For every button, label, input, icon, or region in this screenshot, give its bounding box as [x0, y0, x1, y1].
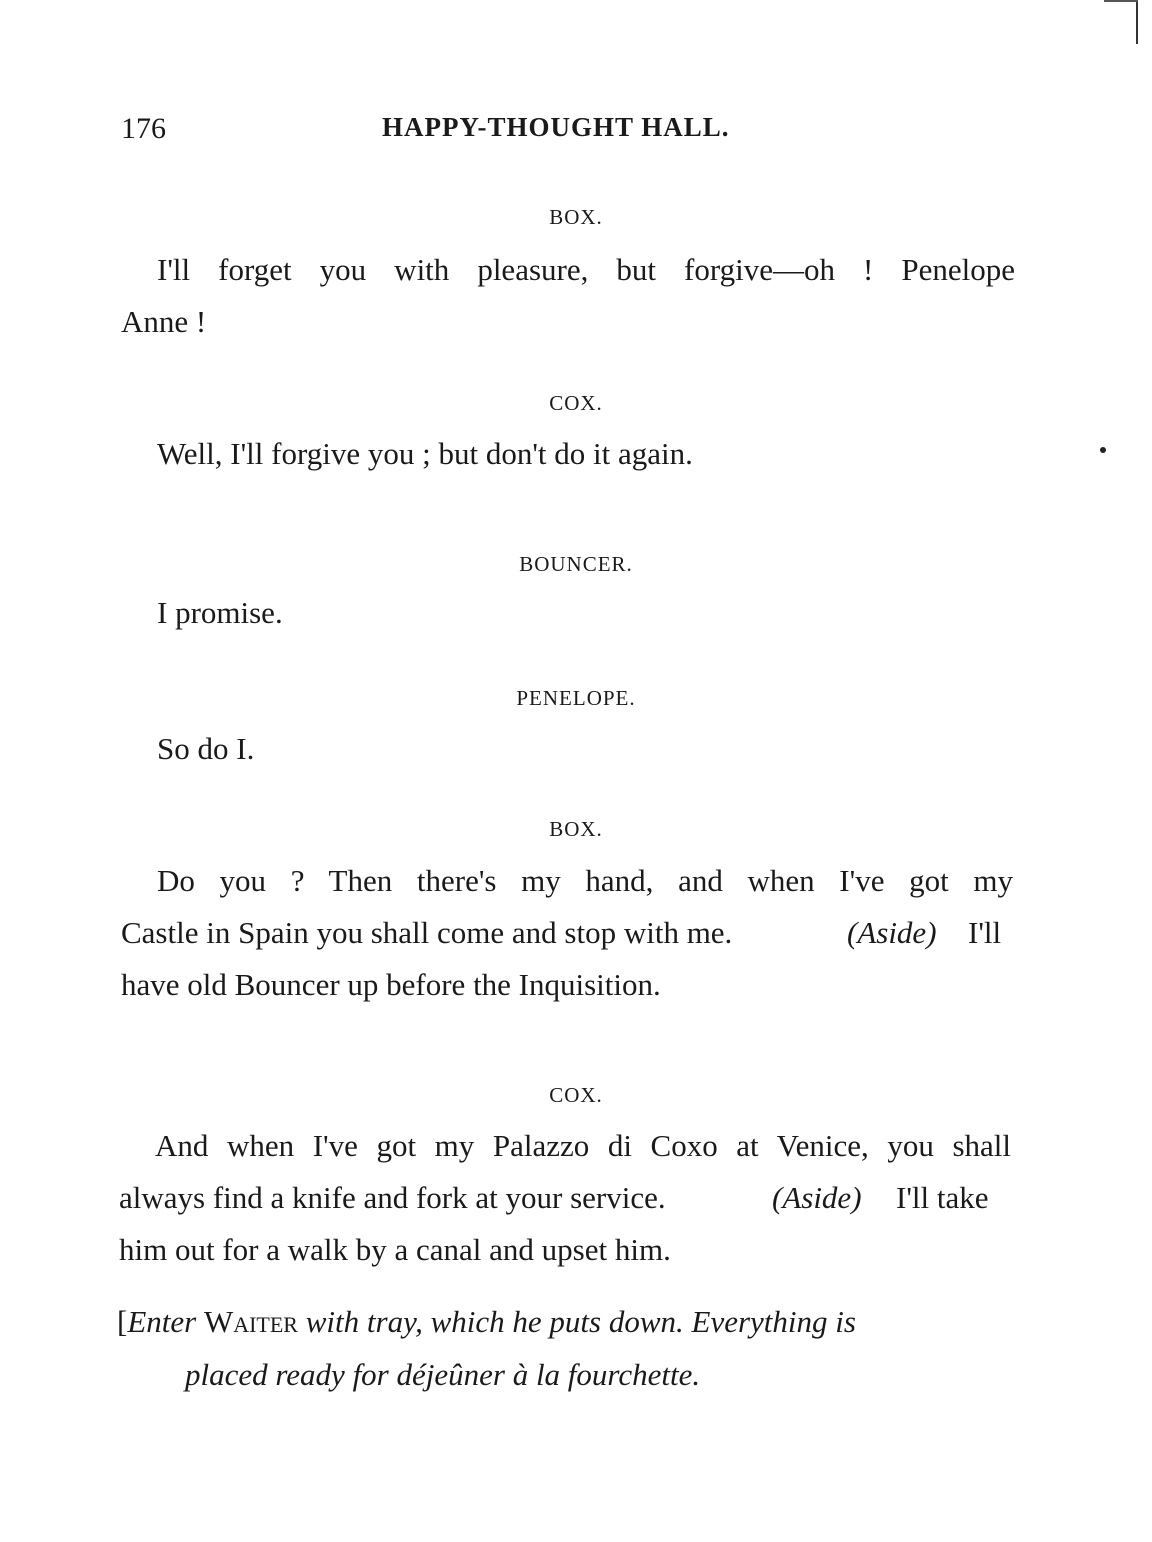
speech-line: I'll forget you with pleasure, but forgive—oh ! Penelope — [157, 252, 1015, 287]
page-edge-mark-top — [1104, 0, 1138, 2]
speech-line: Well, I'll forgive you ; but don't do it again. — [157, 436, 693, 471]
speaker-label: COX. — [549, 391, 603, 415]
speech-line: Anne ! — [121, 304, 207, 339]
stage-direction-text: with tray, which he puts down. Everything is — [305, 1304, 856, 1339]
speaker-label: PENELOPE. — [516, 686, 636, 710]
page-edge-mark — [1136, 0, 1138, 44]
speech-line: Do you ? Then there's my hand, and when I've got my — [157, 863, 1013, 898]
aside-direction: (Aside) — [847, 915, 937, 950]
stage-direction-enter: Enter — [127, 1304, 197, 1339]
speech-line: And when I've got my Palazzo di Coxo at Venice, you shall — [155, 1128, 1011, 1163]
speaker-label: BOUNCER. — [519, 552, 633, 576]
stage-direction-line-2: placed ready for déjeûner à la fourchette. — [185, 1357, 701, 1392]
aside-direction: (Aside) — [772, 1180, 862, 1215]
speech-line: have old Bouncer up before the Inquisition. — [121, 967, 661, 1002]
speech-line: I'll — [968, 915, 1002, 950]
ink-speck — [1100, 447, 1106, 453]
speaker-label: BOX. — [549, 205, 603, 229]
speaker-label: BOX. — [549, 817, 603, 841]
running-title: HAPPY-THOUGHT HALL. — [382, 112, 730, 142]
page-number: 176 — [121, 112, 166, 145]
speech-line: him out for a walk by a canal and upset him. — [119, 1232, 671, 1267]
speech-line: Castle in Spain you shall come and stop with me. — [121, 915, 733, 950]
speech-line: always find a knife and fork at your service. — [119, 1180, 666, 1215]
stage-direction-bracket: [ — [117, 1304, 128, 1339]
stage-direction-line — [117, 1306, 1011, 1337]
speaker-label: COX. — [549, 1083, 603, 1107]
speech-line: I promise. — [157, 595, 283, 630]
stage-direction-character: Waiter — [203, 1304, 298, 1339]
speech-line: So do I. — [157, 731, 255, 766]
speech-line: I'll take — [896, 1180, 989, 1215]
